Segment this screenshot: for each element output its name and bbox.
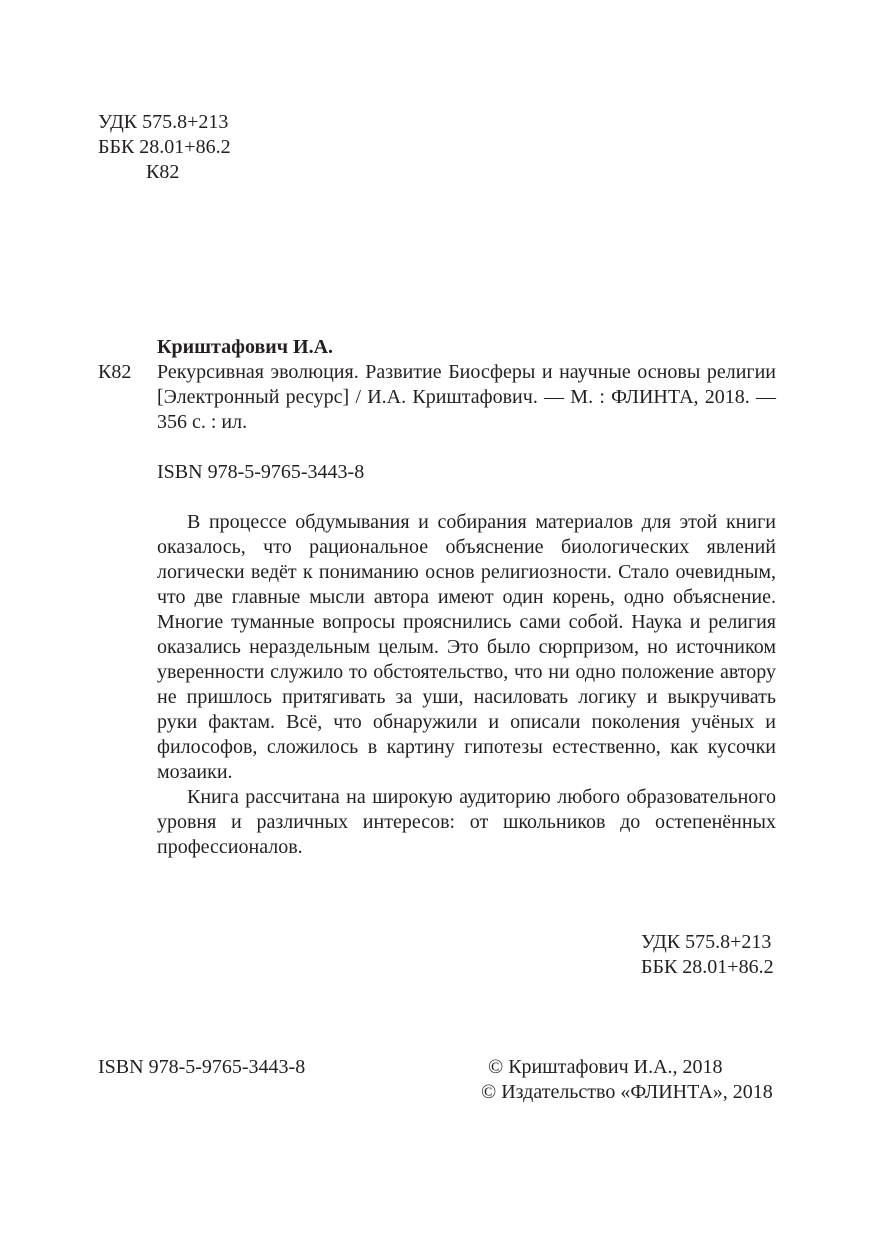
copyright-block [481,1055,773,1105]
footer-isbn: ISBN 978-5-9765-3443-8 [98,1056,306,1078]
annotation-paragraph: Книга рассчитана на широкую аудиторию любого образовательного уровня и различных интересов: от школьников до остепенённых профессионалов. [157,786,776,858]
bottom-classification-codes [641,930,774,980]
copyright-publisher: © Издательство «ФЛИНТА», 2018 [481,1081,773,1103]
bbk-code-bottom: ББК 28.01+86.2 [641,956,774,978]
bbk-code: ББК 28.01+86.2 [98,136,231,158]
annotation-paragraph: В процессе обдумывания и собирания материалов для этой книги оказалось, что рациональное объяснение биологических явлений логически ведёт к пониманию основ религиозности. Стало очевидным, что две главные мысли автора имеют один корень, одно объяснение. Многие туманные вопросы прояснились сами собой. Наука и религия оказались нераздельным целым. Это было сюрпризом, но источником уверенности служило то обстоятельство, что ни одно положение автору не пришлось притягивать за уши, насиловать логику и выкручивать руки фактам. Всё, что обнаружили и описали поколения учёных и философов, сложилось в картину гипотезы естественно, как кусочки мозаики. [157,511,776,783]
author-mark: К82 [146,161,180,183]
top-classification-codes [98,110,231,185]
copyright-author: © Криштафович И.А., 2018 [488,1056,723,1078]
udk-code-bottom: УДК 575.8+213 [641,931,772,953]
udk-code: УДК 575.8+213 [98,111,229,133]
catalog-author-mark: К82 [98,361,132,383]
catalog-isbn: ISBN 978-5-9765-3443-8 [157,461,365,483]
annotation [157,510,776,860]
catalog-author: Криштафович И.А. [157,336,334,358]
catalog-description: Рекурсивная эволюция. Развитие Биосферы и научные основы религии [Электронный ресурс] / И.А. Криштафович. — М. : ФЛИНТА, 2018. — 356 с. : ил. [157,361,776,433]
